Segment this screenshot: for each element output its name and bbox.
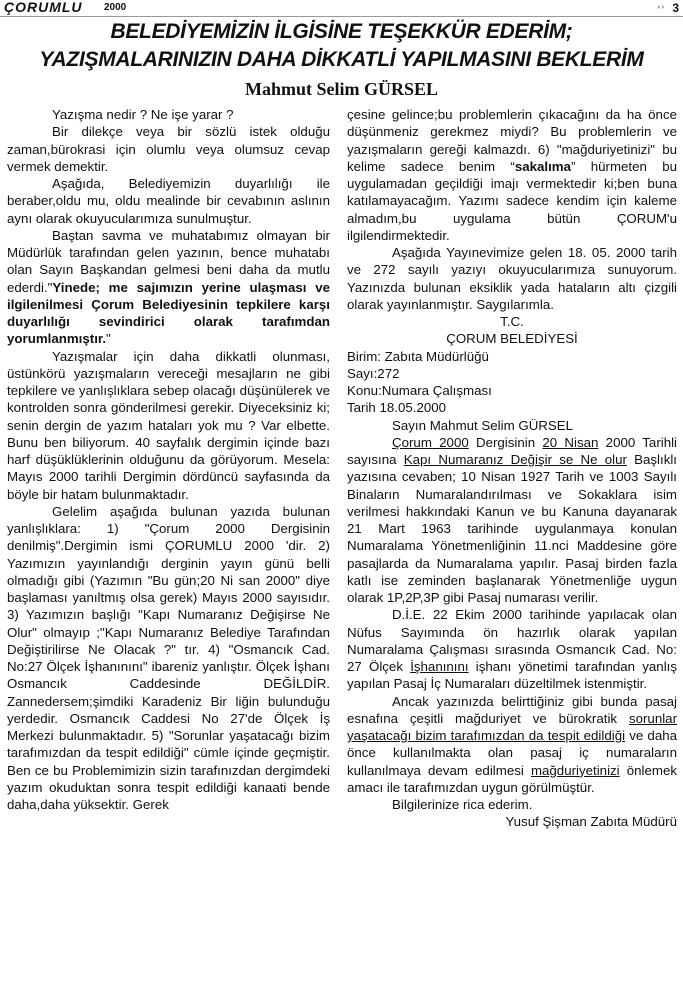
masthead-logo: ÇORUMLU: [4, 0, 83, 15]
underlined-text: Kapı Numaranız Değişir se Ne olur: [403, 452, 627, 467]
letter-org: ÇORUM BELEDİYESİ: [446, 331, 578, 347]
letter-unit: Birim: Zabıta Müdürlüğü: [347, 348, 489, 364]
paragraph: [347, 693, 677, 797]
letter-signer: Yusuf Şişman Zabıta Müdürü: [505, 814, 677, 830]
paragraph: Yazışmalar için daha dikkatli olunması, üstünkörü yazışmaların vereceği mesajların ne gibi tepkilere ve yanlışlıklara sebep olacağı düşünülerek ve kontrolden sonra gönderilmesi gerekir. Diyeceksiniz ki; senin dergin de yazım hataları yok mu ? Var elbette. Bunu ben biliyorum. 40 sayfalık dergimin içinde bazı harf düşüklüklerinin olduğunu da görüyorum. Mesela: Mayıs 2000 tarihli Dergimin dördüncü sayfasında da böyle bir hatam bulunmaktadır.: [7, 348, 330, 502]
right-column: [347, 106, 677, 831]
article-author: Mahmut Selim GÜRSEL: [244, 79, 439, 99]
left-column: [7, 106, 330, 813]
paragraph-text: 2000 Tarihli sayısına: [347, 434, 677, 467]
quoted-word: sakalıma: [514, 158, 572, 174]
paragraph-text: işhanı yönetimi tarafından yanlış yapılan Pasaj İç Numaraları düzeltilmek istenmiştir.: [347, 659, 678, 692]
underlined-text: sorunlar yaşatacağı bizim tarafımızdan da tespit edildiği: [347, 710, 677, 743]
paragraph-text: önlemek amacı ile tarafımızdan uygun görülmüştür.: [347, 762, 677, 795]
masthead-year: 2000: [104, 2, 127, 13]
paragraph: Gelelim aşağıda bulunan yazıda bulunan yanlışlıklara: 1) "Çorum 2000 Dergisinin denilmiş".Dergimin ismi ÇORUMLU 2000 'dir. 2) Yazımızın yayınlandığı derginin yayın günü belli olmadığı gibi (Yazımın "Bu gün;20 Ni san 2000" diye başlaması yanıltmış olsa gerek) Mayıs 2000 sayısıdır. 3) Yazımızın başlığı "Kapı Numaranız Değişirse Ne Olur" olmayıp ;"Kapı Numaranız Belediye Tarafından Değiştirilirse Ne Olacak ?" tır. 4) "Osmancık Cad. No:27 Ölçek İşhanınını" ibareniz yanlıştır. Ölçek İşhanı Osmancık Caddesinde DEĞİLDİR. Zannedersem;şimdiki Karadeniz Bir liğin bulunduğu yerdedir. Osmancık Caddesi No 27'de Ölçek İş Merkezi bulunmaktadır. 5) "Sorunlar yaşatacağı bizim tarafımızdan da tespit edildiği" cümle içinde geçmiştir. Ben ce bu Problemimizin sizin tarafınızdan dergimdeki yazım okuduktan sonra tespit edildiği kanaati bende daha,daha yüksektir. Gerek: [7, 503, 330, 812]
paragraph: Aşağıda Yayınevimize gelen 18. 05. 2000 tarih ve 272 sayılı yazıyı okuyucularımıza sunuyorum. Yazınızda bulunan eksiklik yada hataların altı çizgili olarak yayınlanmıştır. Saygılarımla.: [347, 245, 677, 312]
page-header: [0, 0, 683, 17]
letter-subject: Konu:Numara Çalışması: [347, 383, 492, 398]
paragraph: [347, 606, 677, 692]
quote-close: ": [106, 331, 111, 347]
paragraph-text: Dergisinin: [468, 434, 543, 450]
paragraph-text: Başlıklı yazısına cevaben; 10 Nisan 1927 Tarih ve 1003 Sayılı Binaların Numaralandırılması ve Sokaklara isim verilmesi hakkındaki Kanun ve bu Kanuna dayanarak 21 Mart 1963 tarihinde uygulanmaya konulan Numaralama Yönetmenliğinin 11.nci Maddesine göre pasajlarda da Numaralama yapılır. Pasaj birden fazla katlı ise zeminden başlanarak Yönetmenliğe uygun olarak 1P,2P,3P gibi Pasaj numarası verilir.: [347, 452, 677, 605]
paragraph-text: hürmeten bu uygulamadan geçildiği imajı vermektedir ki;ben buna katılamayacağım. Yazımı sadece kendim için kaleme almadım,bu uygulama bütün ÇORUM'u ilgilendirmektedir.: [347, 158, 677, 243]
underlined-text: Çorum 2000: [392, 434, 469, 450]
paragraph-text: Ancak yazınızda belirttiğiniz gibi bunda pasaj esnafına çeşitli mağduriyet ve bürokratik: [347, 693, 677, 726]
paragraph: [347, 434, 677, 607]
paragraph-text: D.İ.E. 22 Ekim 2000 tarihinde yapılacak olan Nüfus Sayımında ön hazırlık olarak yapılan Numaralama Çalışması sırasında Osmancık Cad. No: 27 Ölçek: [347, 607, 677, 674]
headline-line-1: BELEDİYEMİZİN İLGİSİNE TEŞEKKÜR EDERİM;: [110, 20, 573, 43]
paragraph: Aşağıda, Belediyemizin duyarlılığı ile beraber,oldu mu, oldu mealinde bir cevabının aslının aynı olarak okuyucularımıza sunulmuştur.: [7, 176, 330, 226]
paragraph: Yazışma nedir ? Ne işe yarar ?: [52, 107, 234, 122]
paragraph-text: çesine gelince;bu problemlerin çıkacağını da ha önce düşünmeniz gerekmez miydi? Bu problemlerin ve yazışmaların gereği kalmazdı. 6) "mağduriyetinizi" bu kelime sadece benim: [347, 107, 677, 174]
page-ornament-icon: ◖◗: [656, 4, 665, 11]
underlined-text: mağduriyetinizi: [530, 762, 620, 778]
bold-quote: Yinede; me sajımızın yerine ulaşması ve ilgilenilmesi Çorum Belediyesinin tepkilere karşı duyarlılığı sevindirici olarak tarafımdan yorumlanmıştır.: [7, 279, 330, 347]
letter-salutation: Sayın Mahmut Selim GÜRSEL: [392, 417, 574, 433]
letter-closing: Bilgilerinize rica ederim.: [392, 797, 533, 812]
page-number: 3: [672, 1, 679, 15]
letter-number: Sayı:272: [347, 365, 400, 381]
paragraph-text: ve daha önce kullanılmakta olan pasaj iç numaraların kullanılmaya devam edilmesi: [347, 728, 678, 778]
underlined-text: İşhanınını: [410, 659, 469, 674]
letter-tc: T.C.: [500, 314, 524, 329]
paragraph: çesine gelince;bu problemlerin çıkacağını da ha önce düşünmeniz gerekmez miydi? Bu problemlerin ve yazışmaların gereği kalmazdı. 6) "mağduriyetinizi" bu kelime sadece benim “sakalıma” hürmeten bu uygulamadan geçildiği imajı vermektedir ki;ben buna katılamayacağım. Yazımı sadece kendim için kaleme almadım,bu uygulama bütün ÇORUM'u ilgilendirmektedir.: [347, 107, 677, 243]
letter-date: Tarih 18.05.2000: [347, 400, 447, 416]
paragraph: Bir dilekçe veya bir sözlü istek olduğu zaman,bürokrasi için olumlu veya olumsuz cevap vermek demektir.: [7, 124, 330, 174]
headline-line-2: YAZIŞMALARINIZIN DAHA DİKKATLİ YAPILMASINI BEKLERİM: [39, 48, 644, 71]
paragraph: [7, 227, 330, 348]
paragraph-text: Baştan savma ve muhatabımız olmayan bir Müdürlük tarafından gelen yazının, bence muhatabı olan Sayın Başkandan gelmesi beni daha da mutlu ederdi.": [7, 227, 330, 295]
underlined-text: 20 Nisan: [542, 434, 599, 450]
